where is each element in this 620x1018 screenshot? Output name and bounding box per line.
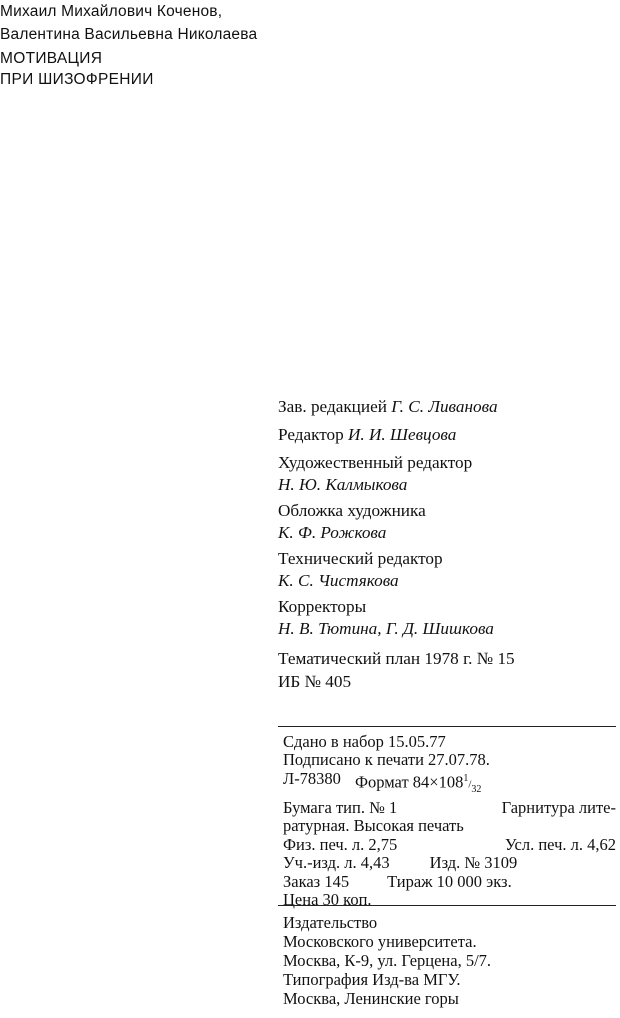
format-code: Л-78380: [283, 768, 341, 788]
credit-name: Н. В. Тютина, Г. Д. Шишкова: [278, 618, 494, 638]
credit-role: Зав. редакцией: [278, 397, 387, 416]
credits-block: [278, 396, 620, 693]
credit-name: И. И. Шевцова: [348, 425, 457, 444]
credit-name: Г. С. Ливанова: [391, 397, 498, 416]
price: Цена 30 коп.: [283, 890, 372, 910]
thematic-plan: [278, 647, 620, 693]
publisher-line: Издательство: [283, 913, 378, 932]
author-1: Михаил Михайлович Коченов,: [0, 3, 223, 20]
book-header: [0, 0, 257, 90]
print-run: Тираж 10 000 экз.: [387, 871, 512, 891]
credit-art-editor: [278, 452, 620, 495]
publisher-block: [283, 913, 616, 1008]
book-title-line-1: МОТИВАЦИЯ: [0, 50, 103, 67]
credit-proofreaders: [278, 596, 620, 639]
conditional-sheets: Усл. печ. л. 4,62: [504, 834, 616, 854]
format-fraction-den: 32: [471, 783, 482, 795]
book-title-line-2: ПРИ ШИЗОФРЕНИИ: [0, 71, 154, 88]
publisher-line: Москва, К-9, ул. Герцена, 5/7.: [283, 951, 492, 970]
publisher-line: Москва, Ленинские горы: [283, 989, 459, 1008]
credit-role: Редактор: [278, 425, 344, 444]
author-2: Валентина Васильевна Николаева: [0, 26, 258, 43]
sheets-row: [283, 836, 616, 854]
credit-name: К. Ф. Рожкова: [278, 522, 387, 542]
credit-name: К. С. Чистякова: [278, 570, 399, 590]
publication-number: Изд. № 3109: [429, 853, 518, 873]
publishing-row: [283, 854, 616, 872]
signed-date: Подписано к печати 27.07.78.: [283, 750, 490, 770]
format-row: [283, 770, 616, 799]
physical-sheets: Физ. печ. л. 2,75: [283, 834, 398, 854]
ib-number: ИБ № 405: [278, 672, 352, 691]
paper-type: Бумага тип. № 1: [283, 798, 398, 818]
credit-role: Технический редактор: [278, 549, 443, 568]
publisher-line: Московского университета.: [283, 932, 477, 951]
publisher-line: Типография Изд-ва МГУ.: [283, 970, 461, 989]
credit-name: Н. Ю. Калмыкова: [278, 474, 408, 494]
credit-role: Художественный редактор: [278, 453, 473, 472]
format-fraction-num: 1: [463, 772, 469, 784]
format-label: Формат 84: [354, 772, 430, 792]
format-times: ×: [429, 772, 439, 792]
credit-tech-editor: [278, 548, 620, 591]
thematic-plan-text: Тематический план 1978 г. № 15: [278, 649, 515, 668]
credit-editor: [278, 424, 620, 446]
order-row: [283, 873, 616, 891]
format-value: 108: [438, 772, 464, 792]
typeface-a: Гарнитура лите-: [501, 798, 616, 818]
paper-row: [283, 799, 616, 817]
credit-head-editor: [278, 396, 620, 418]
print-info: [283, 733, 616, 909]
format-spec: Формат $84\times 108^1/_{32}$: [354, 772, 482, 795]
publishing-sheets: Уч.-изд. л. 4,43: [283, 853, 390, 873]
credit-cover-artist: [278, 500, 620, 543]
submitted-date: Сдано в набор 15.05.77: [283, 732, 446, 751]
divider-bottom: [278, 905, 616, 906]
credit-role: Корректоры: [278, 597, 367, 616]
order-number: Заказ 145: [283, 871, 350, 891]
credit-role: Обложка художника: [278, 501, 426, 520]
typeface-b: ратурная. Высокая печать: [283, 816, 464, 836]
divider-top: [278, 726, 616, 727]
